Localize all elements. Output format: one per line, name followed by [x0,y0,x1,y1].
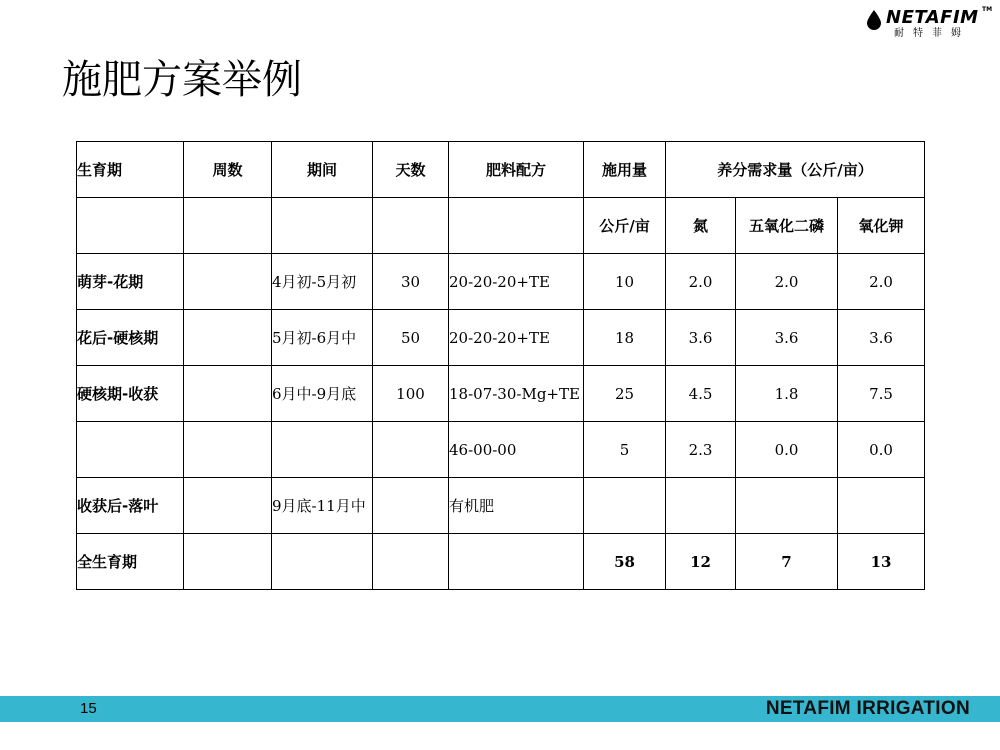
header-cell: 施用量 [584,142,666,198]
table-cell: 20-20-20+TE [449,310,584,366]
stage-cell: 全生育期 [77,534,184,590]
logo-brand-text: NETAFIM [886,7,979,28]
table-cell [184,478,272,534]
stage-cell [77,422,184,478]
footer-brand: NETAFIM IRRIGATION [765,698,970,719]
subheader-cell [373,198,449,254]
table-cell: 25 [584,366,666,422]
table-cell: 2.3 [666,422,736,478]
logo-chinese-name: 耐特菲姆 [894,28,970,39]
table-cell [736,478,838,534]
table-cell: 2.0 [736,254,838,310]
table-cell: 4.5 [666,366,736,422]
slide-title: 施肥方案举例 [62,57,302,103]
subheader-cell: 五氧化二磷 [736,198,838,254]
stage-cell: 萌芽-花期 [77,254,184,310]
header-cell: 期间 [272,142,373,198]
stage-cell: 硬核期-收获 [77,366,184,422]
table-row [77,478,925,534]
header-cell: 养分需求量（公斤/亩） [666,142,925,198]
fertilization-table [76,141,925,590]
header-cell: 周数 [184,142,272,198]
table-cell [373,422,449,478]
table-cell: 18 [584,310,666,366]
table-cell: 46-00-00 [449,422,584,478]
table-cell: 0.0 [838,422,925,478]
table-cell: 7.5 [838,366,925,422]
table-cell [184,310,272,366]
table-cell: 30 [373,254,449,310]
table-total-row [77,534,925,590]
table-cell [272,422,373,478]
subheader-cell: 氧化钾 [838,198,925,254]
table-cell: 5 [584,422,666,478]
footer-bar [0,696,1000,722]
header-cell: 生育期 [77,142,184,198]
table-cell [373,534,449,590]
table-cell: 0.0 [736,422,838,478]
table-row [77,310,925,366]
table-cell: 1.8 [736,366,838,422]
table-cell [272,534,373,590]
table-cell: 3.6 [838,310,925,366]
subheader-cell [449,198,584,254]
header-cell: 肥料配方 [449,142,584,198]
table-cell [373,478,449,534]
table-cell: 4月初-5月初 [272,254,373,310]
table-cell: 20-20-20+TE [449,254,584,310]
table-cell: 9月底-11月中 [272,478,373,534]
table-cell: 2.0 [838,254,925,310]
table-subheader-row [77,198,925,254]
table-cell [184,254,272,310]
subheader-cell [272,198,373,254]
table-cell: 6月中-9月底 [272,366,373,422]
stage-cell: 花后-硬核期 [77,310,184,366]
table-cell: 2.0 [666,254,736,310]
table-cell: 3.6 [736,310,838,366]
table-cell: 100 [373,366,449,422]
table-row [77,254,925,310]
logo-trademark: TM [982,6,993,13]
header-cell: 天数 [373,142,449,198]
stage-cell: 收获后-落叶 [77,478,184,534]
table-cell: 13 [838,534,925,590]
subheader-cell: 公斤/亩 [584,198,666,254]
netafim-logo [866,6,993,42]
table-cell [838,478,925,534]
page-number: 15 [80,700,97,717]
table-cell: 3.6 [666,310,736,366]
table-cell: 50 [373,310,449,366]
table-cell [666,478,736,534]
table-cell: 58 [584,534,666,590]
table-header-row [77,142,925,198]
table-cell: 7 [736,534,838,590]
table-cell [184,366,272,422]
subheader-cell [77,198,184,254]
table-cell: 5月初-6月中 [272,310,373,366]
table-cell: 有机肥 [449,478,584,534]
table-cell [184,422,272,478]
table-cell [184,534,272,590]
subheader-cell: 氮 [666,198,736,254]
table-row [77,422,925,478]
table-cell: 10 [584,254,666,310]
table-cell: 12 [666,534,736,590]
table-cell [449,534,584,590]
table-cell [584,478,666,534]
water-drop-icon [866,10,882,30]
table-cell: 18-07-30-Mg+TE [449,366,584,422]
subheader-cell [184,198,272,254]
table-row [77,366,925,422]
